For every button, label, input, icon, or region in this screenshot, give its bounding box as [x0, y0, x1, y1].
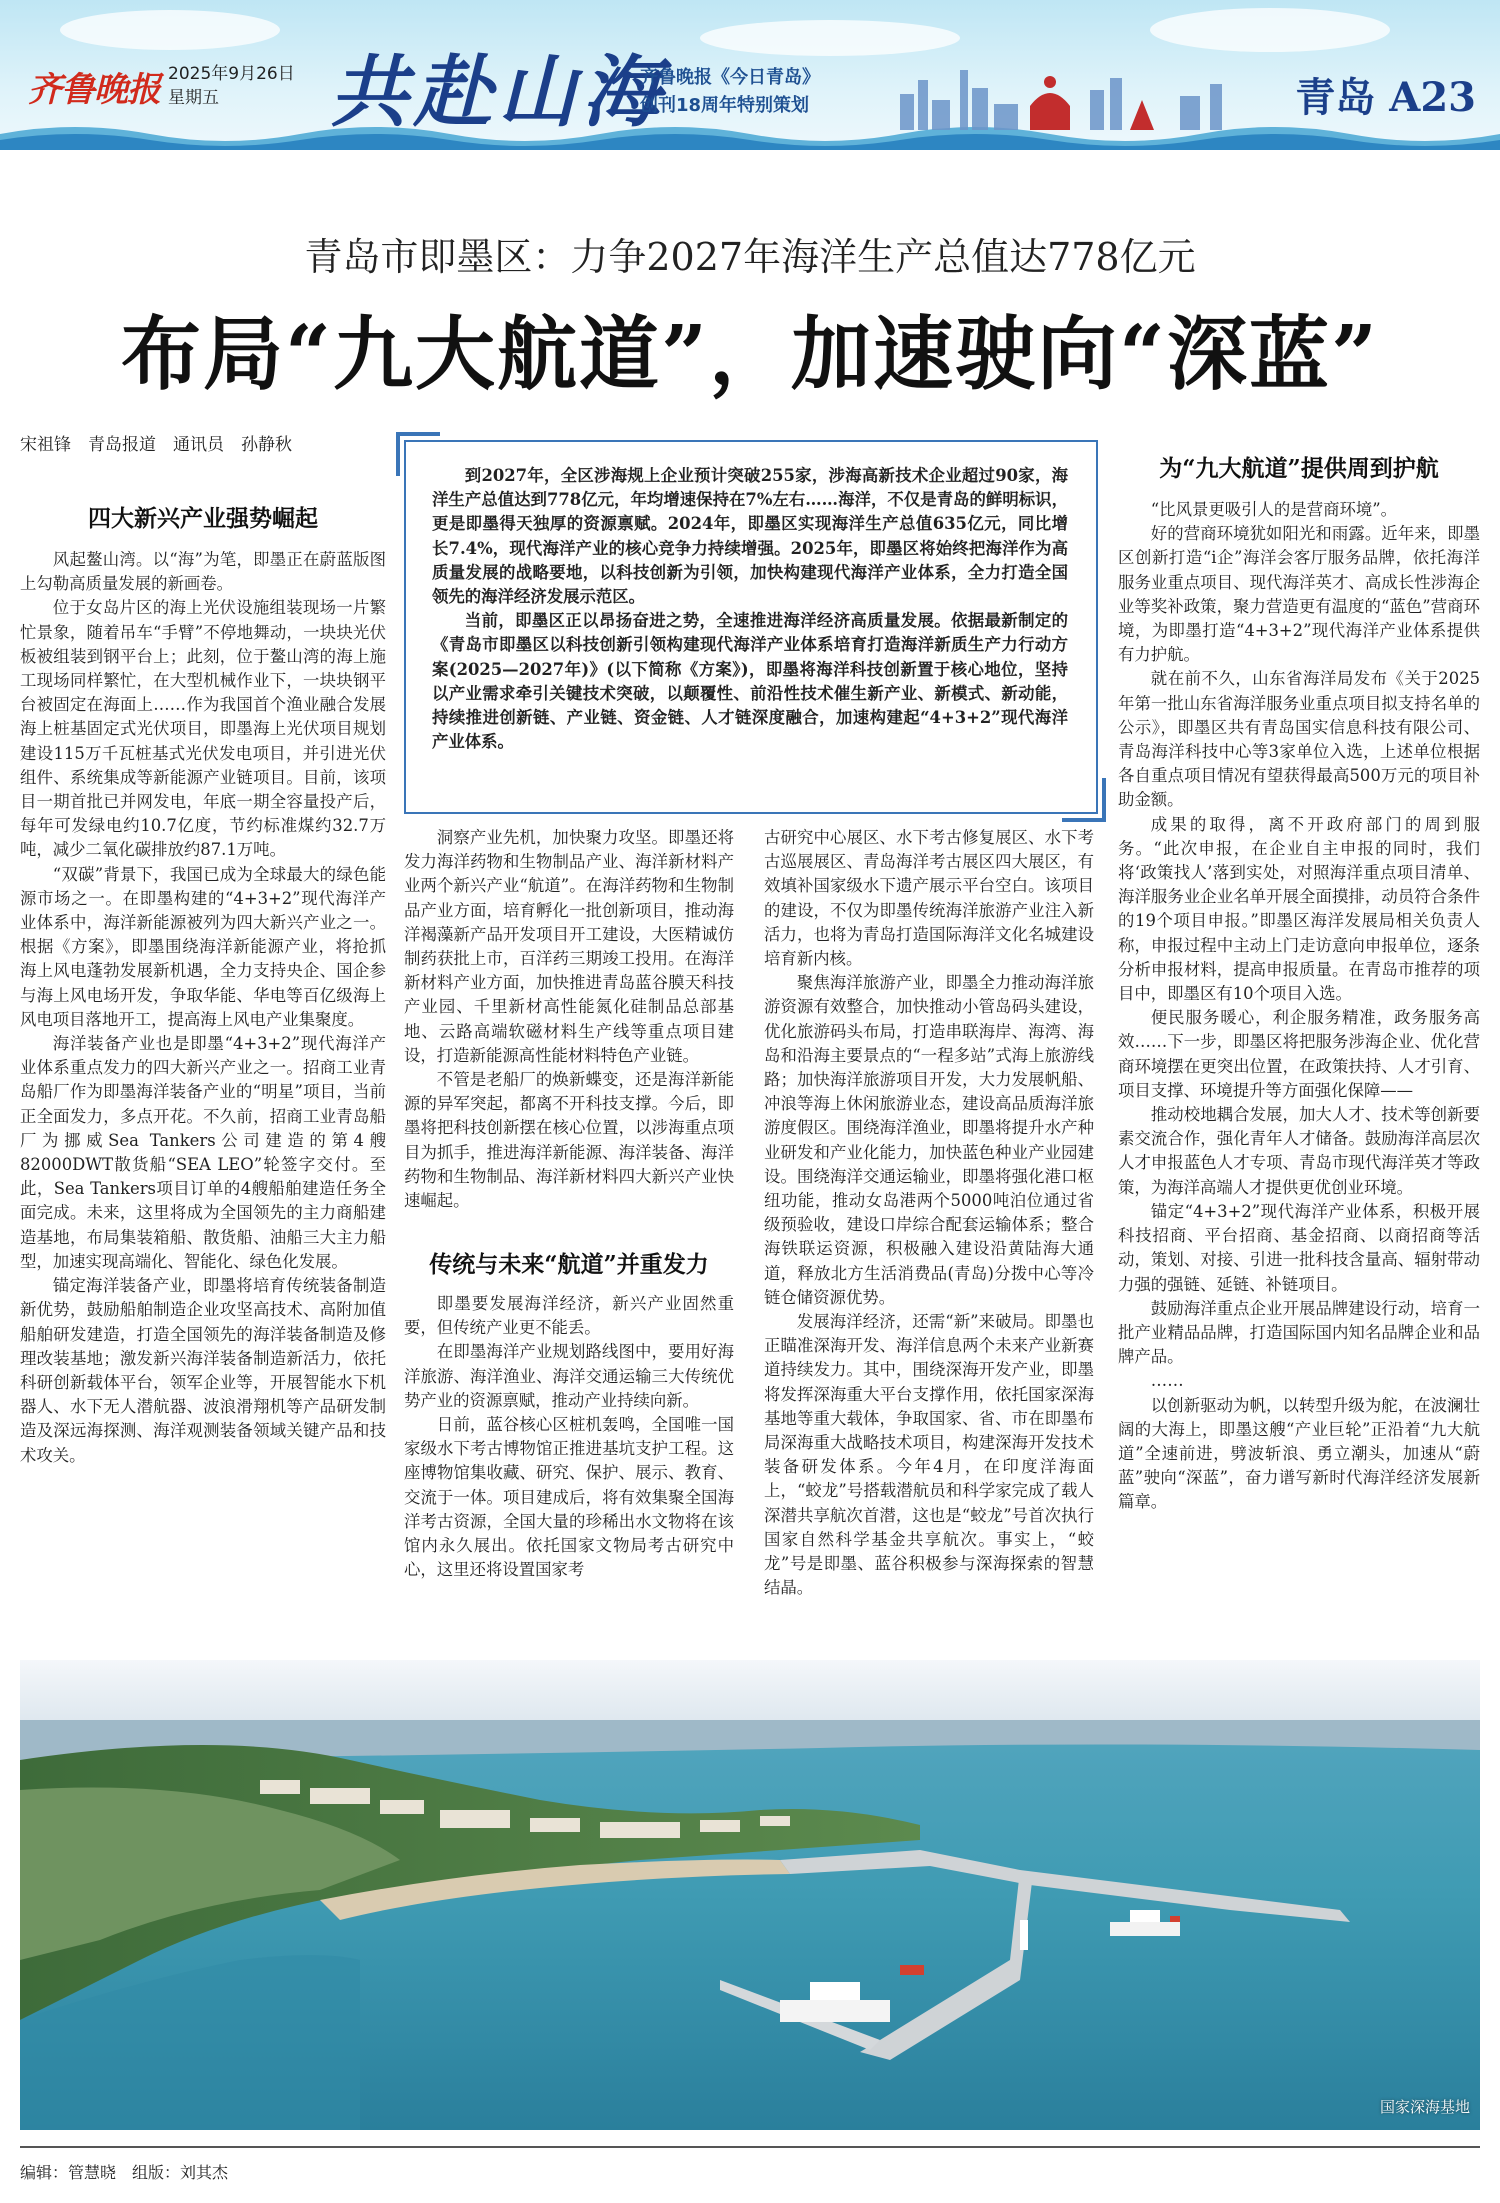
- paragraph: ……: [1150, 1371, 1184, 1391]
- special-edition-subtitle: [640, 64, 820, 120]
- paragraph: 发展海洋经济，还需“新”来破局。即墨也正瞄准深海开发、海洋信息两个未来产业新赛道持续发力。其中，围绕深海开发产业，即墨将发挥深海重大平台支撑作用，依托国家深海基地等重大载体，争取国家、省、市在即墨布局深海重大战略技术项目，构建深海开发技术装备研发体系。今年4月，在印度洋海面上，“蛟龙”号搭载潜航员和科学家完成了载人深潜共享航次首潜，这也是“蛟龙”号首次执行国家自然科学基金共享航次。事实上，“蛟龙”号是即墨、蓝谷积极参与深海探索的智慧结晶。: [764, 1312, 1094, 1598]
- aerial-photo-deep-sea-base: [20, 1660, 1480, 2130]
- cloud-decoration: [700, 20, 960, 56]
- paragraph: 成果的取得，离不开政府部门的周到服务。“此次申报，在企业自主申报的同时，我们将‘政策找人’落到实处，对照海洋重点项目清单、海洋服务业企业名单开展全面摸排，动员符合条件的19个项目申报。”即墨区海洋发展局相关负责人称，申报过程中主动上门走访意向申报单位，逐条分析申报材料，提高申报质量。在青岛市推荐的项目中，即墨区有10个项目入选。: [1118, 814, 1480, 1004]
- column-1: [20, 548, 386, 1468]
- paragraph: 在即墨海洋产业规划路线图中，要用好海洋旅游、海洋渔业、海洋交通运输三大传统优势产业的资源禀赋，推动产业持续向新。: [404, 1342, 734, 1410]
- paragraph: 日前，蓝谷核心区桩机轰鸣，全国唯一国家级水下考古博物馆正推进基坑支护工程。这座博物馆集收藏、研究、保护、展示、教育、交流于一体。项目建成后，将有效集聚全国海洋考古资源，全国大量的珍稀出水文物将在该馆内永久展出。依托国家文物局考古研究中心，这里还将设置国家考: [404, 1415, 734, 1580]
- publication-date: [168, 62, 295, 110]
- section-title-emerging-industries: 四大新兴产业强势崛起: [88, 505, 318, 532]
- subtitle-line-2: 创刊18周年特别策划: [640, 95, 810, 116]
- intro-box: [404, 440, 1098, 814]
- column-2: [404, 826, 734, 1213]
- section-title-traditional-and-future: 传统与未来“航道”并重发力: [429, 1251, 709, 1278]
- column-2b: [404, 1292, 734, 1582]
- paragraph: 即墨要发展海洋经济，新兴产业固然重要，但传统产业更不能丢。: [404, 1294, 734, 1338]
- paragraph: 锚定海洋装备产业，即墨将培育传统装备制造新优势，鼓励船舶制造企业攻坚高技术、高附加值船舶研发建造，打造全国领先的海洋装备制造及修理改装基地；激发新兴海洋装备制造新活力，依托科研创新载体平台，领军企业等，开展智能水下机器人、水下无人潜航器、波浪滑翔机等产品研发制造及深远海探测、海洋观测装备领域关键产品和技术攻关。: [20, 1276, 386, 1465]
- paragraph: 以创新驱动为帆，以转型升级为舵，在波澜壮阔的大海上，即墨这艘“产业巨轮”正沿着“九大航道”全速前进，劈波斩浪、勇立潮头，加速从“蔚蓝”驶向“深蓝”，奋力谱写新时代海洋经济发展新篇章。: [1118, 1395, 1480, 1512]
- article-byline: 宋祖锋 青岛报道 通讯员 孙静秋: [20, 435, 292, 455]
- section-title-service-guarantee: 为“九大航道”提供周到护航: [1159, 455, 1439, 482]
- paragraph: 古研究中心展区、水下考古修复展区、水下考古巡展展区、青岛海洋考古展区四大展区，有效填补国家级水下遗产展示平台空白。该项目的建设，不仅为即墨传统海洋旅游产业注入新活力，也将为青岛打造国际海洋文化名城建设培育新内核。: [764, 828, 1094, 969]
- footer-divider: [20, 2146, 1480, 2148]
- weekday-text: 星期五: [168, 88, 219, 108]
- paragraph: 风起鳌山湾。以“海”为笔，即墨正在蔚蓝版图上勾勒高质量发展的新画卷。: [20, 550, 386, 594]
- article-headline: 布局“九大航道”，加速驶向“深蓝”: [120, 307, 1380, 401]
- paragraph: 位于女岛片区的海上光伏设施组装现场一片繁忙景象，随着吊车“手臂”不停地舞动，一块块光伏板被组装到钢平台上；此刻，位于鳌山湾的海上施工现场同样繁忙，在大型机械作业下，一块块钢平台被固定在海面上……作为我国首个渔业融合发展海上桩基固定式光伏项目，即墨海上光伏项目规划建设115万千瓦桩基式光伏发电项目，并引进光伏组件、系统集成等新能源产业链项目。目前，该项目一期首批已并网发电，年底一期全容量投产后，每年可发绿电约10.7亿度，节约标准煤约32.7万吨，减少二氧化碳排放约87.1万吨。: [20, 598, 386, 860]
- paragraph: 洞察产业先机，加快聚力攻坚。即墨还将发力海洋药物和生物制品产业、海洋新材料产业两个新兴产业“航道”。在海洋药物和生物制品产业方面，培育孵化一批创新项目，推动海洋褐藻新产品开发项目开工建设，大医精诚仿制药获批上市，百洋药三期竣工投用。在海洋新材料产业方面，加快推进青岛蓝谷膜天科技产业园、千里新材高性能氮化硅制品总部基地、云路高端软磁材料生产线等重点项目建设，打造新能源高性能材料特色产业链。: [404, 828, 734, 1065]
- cloud-decoration: [60, 10, 280, 50]
- paragraph: 鼓励海洋重点企业开展品牌建设行动，培育一批产业精品品牌，打造国际国内知名品牌企业和品牌产品。: [1118, 1298, 1480, 1367]
- paragraph: 海洋装备产业也是即墨“4+3+2”现代海洋产业体系重点发力的四大新兴产业之一。招商工业青岛船厂作为即墨海洋装备产业的“明星”项目，当前正全面发力，多点开花。不久前，招商工业青岛船厂为挪威Sea Tankers公司建造的第4艘82000DWT散货船“SEA LEO”轮签字交付。至此，Sea Tankers项目订单的4艘船舶建造任务全面完成。未来，这里将成为全国领先的主力商船建造基地，布局集装箱船、散货船、油船三大主力船型，加速实现高端化、智能化、绿色化发展。: [20, 1034, 386, 1271]
- paragraph: “双碳”背景下，我国已成为全球最大的绿色能源市场之一。在即墨构建的“4+3+2”现代海洋产业体系中，海洋新能源被列为四大新兴产业之一。根据《方案》，即墨围绕海洋新能源产业，将抢抓海上风电蓬勃发展新机遇，全力支持央企、国企参与海上风电场开发，争取华能、华电等百亿级海上风电项目落地开工，提高海上风电产业集聚度。: [20, 864, 386, 1029]
- paragraph: 便民服务暖心，利企服务精准，政务服务高效……下一步，即墨区将把服务涉海企业、优化营商环境摆在更突出位置，在政策扶持、人才引育、项目支撑、环境提升等方面强化保障——: [1118, 1008, 1480, 1100]
- column-3: [764, 826, 1094, 1601]
- footer-credits: 编辑：管慧晓 组版：刘其杰: [20, 2163, 229, 2182]
- paragraph: 推动校地耦合发展，加大人才、技术等创新要素交流合作，强化青年人才储备。鼓励海洋高层次人才申报蓝色人才专项、青岛市现代海洋英才等政策，为海洋高端人才提供更优创业环境。: [1118, 1105, 1480, 1197]
- date-text: 2025年9月26日: [168, 64, 295, 84]
- lighthouse-illustration: [1020, 1920, 1028, 1950]
- intro-text: [432, 464, 1068, 754]
- paragraph: “比风景更吸引人的是营商环境”。: [1150, 500, 1398, 519]
- paragraph: 不管是老船厂的焕新蝶变，还是海洋新能源的异军突起，都离不开科技支撑。今后，即墨将把科技创新摆在核心位置，以涉海重点项目为抓手，推进海洋新能源、海洋装备、海洋药物和生物制品、海洋新材料四大新兴产业快速崛起。: [404, 1070, 734, 1211]
- paragraph: 就在前不久，山东省海洋局发布《关于2025年第一批山东省海洋服务业重点项目拟支持名单的公示》，即墨区共有青岛国实信息科技有限公司、青岛海洋科技中心等3家单位入选，上述单位根据各自重点项目情况有望获得最高500万元的项目补助金额。: [1118, 669, 1480, 810]
- column-4: [1118, 498, 1480, 1515]
- photo-caption: 国家深海基地: [1379, 2098, 1470, 2116]
- wave-decoration: [0, 120, 1500, 150]
- subtitle-line-1: 齐鲁晚报《今日青岛》: [640, 67, 820, 88]
- newspaper-logo: 齐鲁晚报: [28, 70, 160, 110]
- paragraph: 聚焦海洋旅游产业，即墨全力推动海洋旅游资源有效整合，加快推动小管岛码头建设，优化旅游码头布局，打造串联海岸、海湾、海岛和沿海主要景点的“一程多站”式海上旅游线路；加快海洋旅游项目开发，大力发展帆船、冲浪等海上休闲旅游业态，建设高品质海洋旅游度假区。围绕海洋渔业，即墨将提升水产种业研发和产业化能力，加快蓝色种业产业园建设。围绕海洋交通运输业，即墨将强化港口枢纽功能，推动女岛港两个5000吨泊位通过省级预验收，建设口岸综合配套运输体系；整合海铁联运资源，积极融入建设沿黄陆海大通道，释放北方生活消费品(青岛)分拨中心等冷链仓储资源优势。: [764, 973, 1094, 1307]
- city-skyline-illustration: [880, 60, 1270, 130]
- cloud-decoration: [1150, 8, 1390, 52]
- special-edition-title: 共赴山海: [330, 47, 667, 138]
- intro-paragraph: 当前，即墨区正以昂扬奋进之势，全速推进海洋经济高质量发展。依据最新制定的《青岛市即墨区以科技创新引领构建现代海洋产业体系培育打造海洋新质生产力行动方案(2025—2027年)》(以下简称《方案》)，即墨将海洋科技创新置于核心地位，坚持以产业需求牵引关键技术突破，以颠覆性、前沿性技术催生新产业、新模式、新动能，持续推进创新链、产业链、资金链、人才链深度融合，加速构建起“4+3+2”现代海洋产业体系。: [432, 611, 1068, 752]
- page-label: 青岛 A23: [1295, 74, 1476, 121]
- article-kicker: 青岛市即墨区：力争2027年海洋生产总值达778亿元: [304, 235, 1196, 279]
- aerial-photo-illustration: [20, 1660, 1480, 2130]
- intro-paragraph: 到2027年，全区涉海规上企业预计突破255家，涉海高新技术企业超过90家，海洋生产总值达到778亿元，年均增速保持在7%左右……海洋，不仅是青岛的鲜明标识，更是即墨得天独厚的资源禀赋。2024年，即墨区实现海洋生产总值635亿元，同比增长7.4%，现代海洋产业的核心竞争力持续增强。2025年，即墨区将始终把海洋作为高质量发展的战略要地，以科技创新为引领，加快构建现代海洋产业体系，全力打造全国领先的海洋经济发展示范区。: [432, 466, 1068, 607]
- paragraph: 锚定“4+3+2”现代海洋产业体系，积极开展科技招商、平台招商、基金招商、以商招商等活动，策划、对接、引进一批科技含量高、辐射带动力强的强链、延链、补链项目。: [1118, 1201, 1480, 1294]
- paragraph: 好的营商环境犹如阳光和雨露。近年来，即墨区创新打造“i企”海洋会客厅服务品牌，依托海洋服务业重点项目、现代海洋英才、高成长性涉海企业等奖补政策，聚力营造更有温度的“蓝色”营商环境，为即墨打造“4+3+2”现代海洋产业体系提供有力护航。: [1118, 524, 1480, 665]
